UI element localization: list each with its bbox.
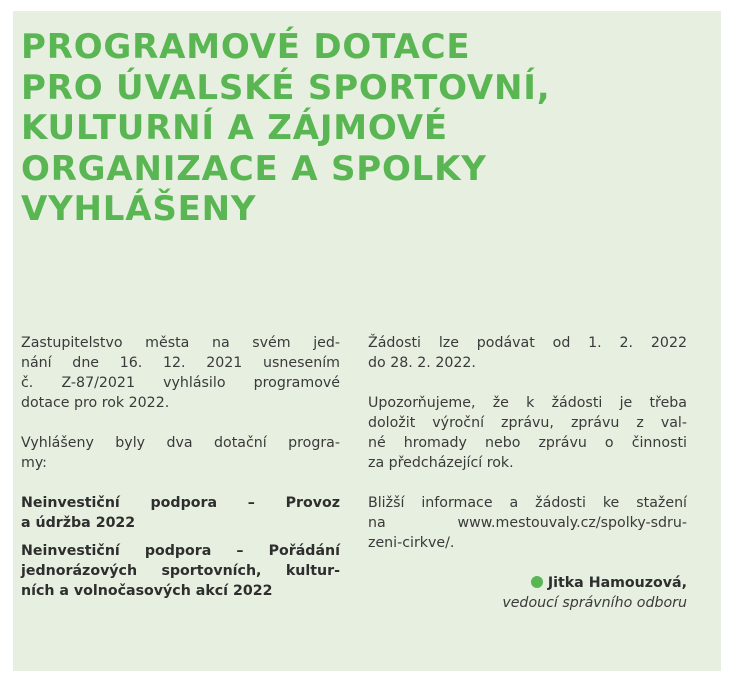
text-line: Vyhlášeny byly dva dotační progra- (21, 435, 340, 451)
text-line: Bližší informace a žádosti ke stažení (368, 495, 687, 511)
title-line: PROGRAMOVÉ DOTACE (21, 27, 471, 67)
bullet-dot-icon (531, 576, 543, 588)
text-line: a údržba 2022 (21, 515, 136, 531)
article-title (21, 27, 701, 230)
title-line: PRO ÚVALSKÉ SPORTOVNÍ, (21, 67, 551, 108)
signature-name: Jitka Hamouzová, (547, 575, 687, 591)
left-column (21, 333, 340, 609)
text-line: dotace pro rok 2022. (21, 395, 170, 411)
text-line: do 28. 2. 2022. (368, 355, 476, 371)
text-line: na www.mestouvaly.cz/spolky-sdru- (368, 515, 687, 531)
text-line: č. Z-87/2021 vyhlásilo programové (21, 375, 340, 391)
text-line: Upozorňujeme, že k žádosti je třeba (368, 395, 687, 411)
text-line: doložit výroční zprávu, zprávu z val- (368, 415, 687, 431)
title-line: VYHLÁŠENY (21, 189, 257, 229)
notice-paragraph (368, 393, 687, 473)
program-item-2 (21, 541, 340, 601)
text-line: jednorázových sportovních, kultur- (21, 563, 340, 579)
text-line: nání dne 16. 12. 2021 usnesením (21, 355, 340, 371)
text-line: za předcházející rok. (368, 455, 514, 471)
text-line: né hromady nebo zprávu o činnosti (368, 435, 687, 451)
text-line: zeni-cirkve/. (368, 535, 455, 551)
programs-intro-paragraph (21, 433, 340, 473)
text-line: Neinvestiční podpora – Pořádání (21, 543, 340, 559)
text-line: my: (21, 455, 47, 471)
program-item-1 (21, 493, 340, 533)
right-column (368, 333, 687, 613)
text-line: Neinvestiční podpora – Provoz (21, 495, 340, 511)
dates-paragraph (368, 333, 687, 373)
intro-paragraph (21, 333, 340, 413)
info-paragraph (368, 493, 687, 553)
text-line: Zastupitelstvo města na svém jed- (21, 335, 340, 351)
signature-role: vedoucí správního odboru (502, 595, 687, 611)
title-line: KULTURNÍ A ZÁJMOVÉ (21, 108, 448, 148)
signature (368, 573, 687, 613)
signature-name-line (368, 573, 687, 593)
text-line: Žádosti lze podávat od 1. 2. 2022 (368, 335, 687, 351)
text-line: ních a volnočasových akcí 2022 (21, 583, 273, 599)
title-line: ORGANIZACE A SPOLKY (21, 148, 487, 189)
